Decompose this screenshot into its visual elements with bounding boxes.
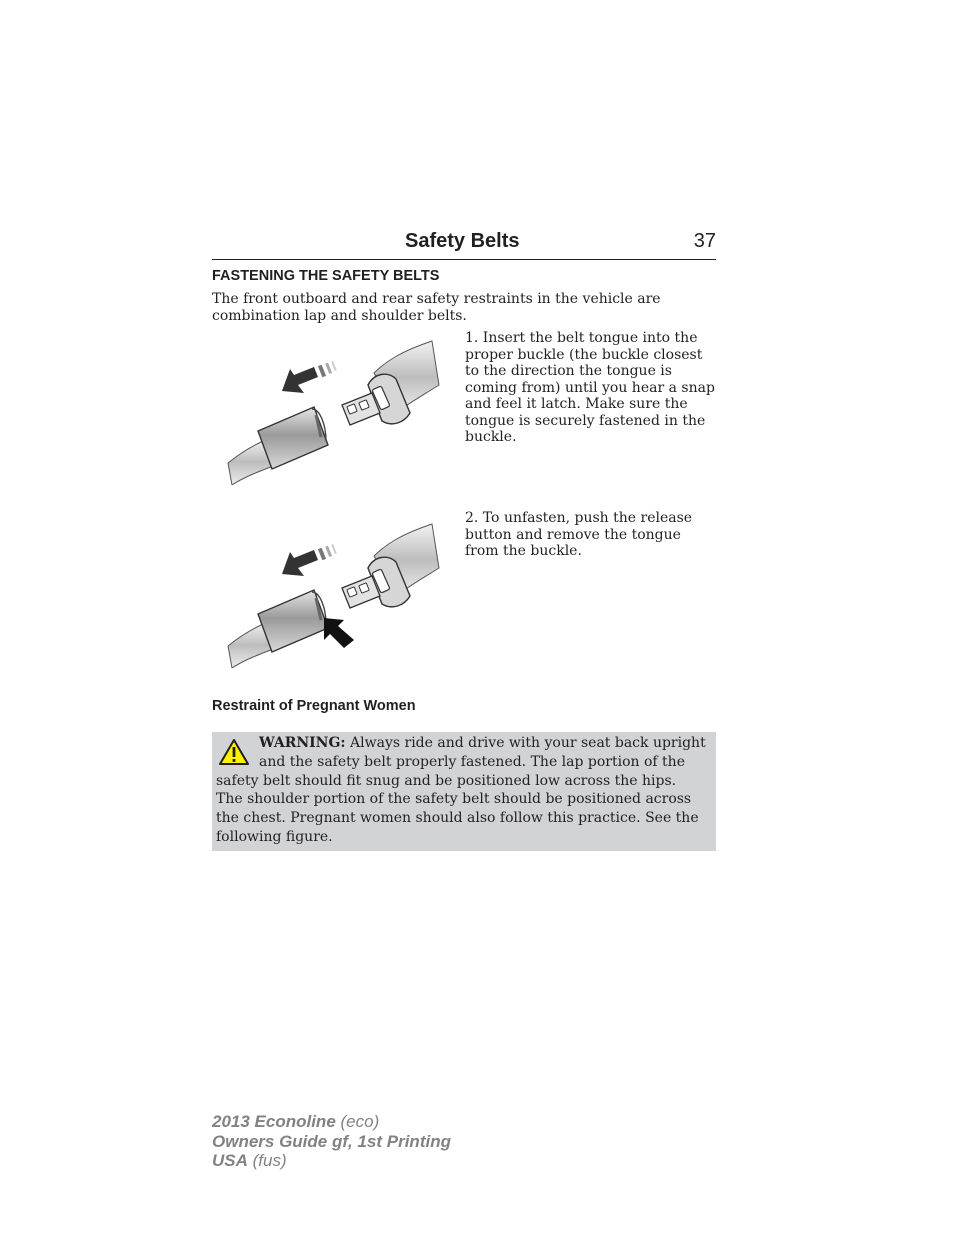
subsection-heading: Restraint of Pregnant Women [212,698,416,714]
warning-body: Always ride and drive with your seat back upright and the safety belt properly fastened. The lap portion of the safety belt should fit snug and be positioned low across the hips. The shoulder portion of the safety belt should be positioned across the chest. Pregnant women should also follow this practice. See the following figure. [216,735,706,845]
warning-box [212,732,716,851]
page-footer [212,1112,451,1171]
footer-market-code: (fus) [247,1151,287,1170]
section-heading: FASTENING THE SAFETY BELTS [212,268,440,284]
page-title: Safety Belts [405,230,520,252]
fasten-belt-illustration [224,335,449,485]
footer-model: 2013 Econoline [212,1112,336,1131]
footer-guide: Owners Guide gf, 1st Printing [212,1131,451,1151]
footer-line-1 [212,1112,451,1132]
unfasten-belt-illustration [224,518,449,668]
warning-label: WARNING: [259,735,346,751]
page-number: 37 [693,230,716,252]
intro-paragraph: The front outboard and rear safety restraints in the vehicle are combination lap and shoulder belts. [212,291,661,324]
step-2-text: 2. To unfasten, push the release button and remove the tongue from the buckle. [465,510,693,559]
warning-text [216,734,706,847]
step-1-text: 1. Insert the belt tongue into the proper buckle (the buckle closest to the direction the tongue is coming from) until you hear a snap and feel it latch. Make sure the tongue is securely fastened in the buckle. [465,330,715,445]
page-header [212,228,716,260]
footer-line-3 [212,1151,451,1171]
footer-model-code: (eco) [335,1112,380,1131]
footer-line-2 [212,1132,451,1152]
footer-market: USA [212,1151,248,1170]
